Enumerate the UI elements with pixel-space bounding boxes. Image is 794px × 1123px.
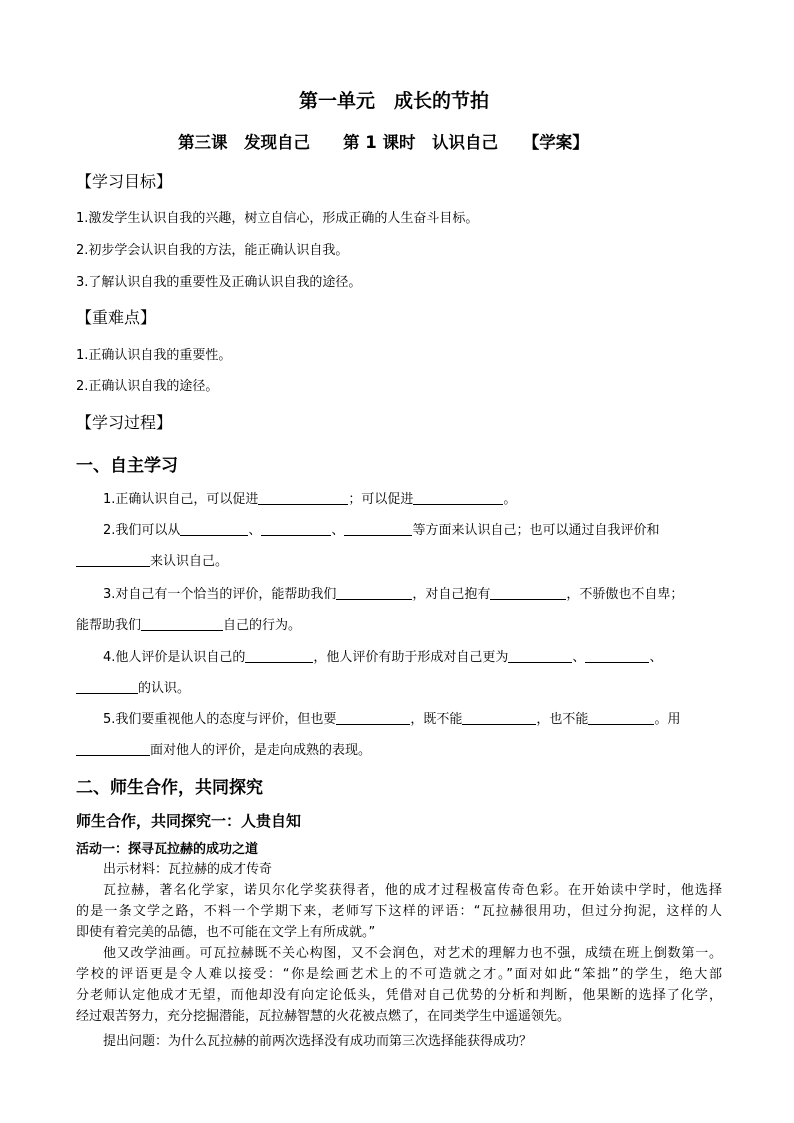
question-1	[103, 488, 516, 507]
answer-blank[interactable]	[336, 586, 412, 600]
goal-item: 2.初步学会认识自我的方法，能正确认识自我。	[76, 243, 349, 258]
question-text: 来认识自己。	[150, 554, 229, 569]
part1-heading: 一、自主学习	[76, 456, 178, 476]
question-text: ，他人评价有助于形成对自己更为	[313, 650, 509, 665]
question-4-cont	[76, 677, 190, 696]
question-5-cont	[76, 739, 371, 758]
unit-title: 第一单元 成长的节拍	[299, 90, 490, 112]
separator: 、	[572, 650, 586, 665]
key-point-item: 2.正确认识自我的途径。	[76, 379, 219, 394]
paragraph-line: 的是一条文学之路，不料一个学期下来，老师写下这样的评语：“瓦拉赫很用功，但过分拘泥，这样的人	[76, 904, 722, 919]
activity-title: 活动一：探寻瓦拉赫的成功之道	[76, 842, 259, 857]
paragraph-line: 分老师认定他成才无望，而他却没有向定论低头，凭借对自己优势的分析和判断，他果断的选择了化学，	[76, 988, 722, 1003]
part2-heading: 二、师生合作，共同探究	[76, 778, 263, 798]
separator: 、	[248, 523, 262, 538]
answer-blank[interactable]	[413, 491, 503, 505]
lesson-title: 第三课 发现自己 第 1 课时 认识自己 【学案】	[178, 133, 589, 152]
question-text: ，也不能	[536, 712, 589, 727]
answer-blank[interactable]	[462, 711, 536, 725]
paragraph-line: 瓦拉赫，著名化学家，诺贝尔化学奖获得者，他的成才过程极富传奇色彩。在开始读中学时，他选择	[103, 883, 722, 898]
paragraph-line: 他又改学油画。可瓦拉赫既不关心构图，又不会润色，对艺术的理解力也不强，成绩在班上倒数第一。	[103, 946, 722, 961]
question-text: 自己的行为。	[223, 618, 302, 633]
discussion-question: 提出问题：为什么瓦拉赫的前两次选择没有成功而第三次选择能获得成功？	[103, 1034, 533, 1049]
process-heading: 【学习过程】	[76, 413, 173, 432]
answer-blank[interactable]	[245, 649, 313, 663]
separator: 、	[649, 650, 663, 665]
question-text: 的认识。	[138, 681, 191, 696]
answer-blank[interactable]	[585, 649, 649, 663]
question-text: 1.正确认识自己，可以促进	[103, 492, 259, 507]
question-text: 5.我们要重视他人的态度与评价，但也要	[103, 712, 337, 727]
answer-blank[interactable]	[141, 617, 223, 631]
question-3-cont	[76, 614, 301, 633]
goal-item: 1.激发学生认识自我的兴趣，树立自信心，形成正确的人生奋斗目标。	[76, 211, 479, 226]
material-label: 出示材料：瓦拉赫的成才传奇	[103, 862, 273, 877]
answer-blank[interactable]	[508, 649, 572, 663]
answer-blank[interactable]	[76, 680, 138, 694]
paragraph-line: 即使有着完美的品德，也不可能在文学上有所成就。”	[76, 925, 376, 940]
answer-blank[interactable]	[258, 491, 348, 505]
question-text: ，不骄傲也不自卑；	[566, 587, 684, 602]
question-2-cont	[76, 550, 228, 569]
question-text: 。	[503, 492, 517, 507]
question-text: 3.对自己有一个恰当的评价，能帮助我们	[103, 587, 337, 602]
paragraph-line: 学校的评语更是令人难以接受：“你是绘画艺术上的不可造就之才。”面对如此“笨拙”的学生，绝大部	[76, 967, 722, 982]
answer-blank[interactable]	[336, 711, 410, 725]
question-2	[103, 519, 659, 538]
question-text: ，既不能	[410, 712, 463, 727]
question-text: 能帮助我们	[76, 618, 142, 633]
answer-blank[interactable]	[76, 553, 150, 567]
question-text: ；可以促进	[348, 492, 414, 507]
answer-blank[interactable]	[490, 586, 566, 600]
answer-blank[interactable]	[261, 522, 331, 536]
key-points-heading: 【重难点】	[76, 308, 157, 327]
goal-item: 3.了解认识自我的重要性及正确认识自我的途径。	[76, 275, 362, 290]
paragraph-line: 经过艰苦努力，充分挖掘潜能，瓦拉赫智慧的火花被点燃了，在同类学生中遥遥领先。	[76, 1009, 571, 1024]
question-3	[103, 583, 683, 602]
inquiry-heading: 师生合作，共同探究一：人贵自知	[76, 812, 302, 830]
goals-heading: 【学习目标】	[76, 172, 173, 191]
question-text: 。用	[654, 712, 681, 727]
question-text: 2.我们可以从	[103, 523, 181, 538]
question-text: 面对他人的评价，是走向成熟的表现。	[150, 743, 372, 758]
question-5	[103, 708, 680, 727]
question-4	[103, 646, 662, 665]
answer-blank[interactable]	[180, 522, 248, 536]
separator: 、	[331, 523, 345, 538]
answer-blank[interactable]	[344, 522, 412, 536]
answer-blank[interactable]	[76, 742, 150, 756]
key-point-item: 1.正确认识自我的重要性。	[76, 348, 232, 363]
question-text: ，对自己抱有	[412, 587, 491, 602]
question-text: 等方面来认识自己；也可以通过自我评价和	[412, 523, 660, 538]
question-text: 4.他人评价是认识自己的	[103, 650, 246, 665]
answer-blank[interactable]	[588, 711, 654, 725]
